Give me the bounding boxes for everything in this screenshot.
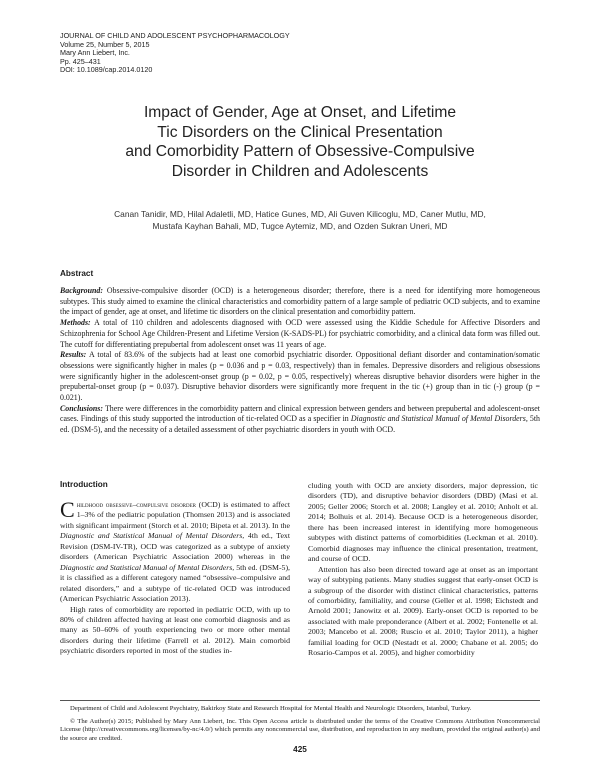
title-line: Disorder in Children and Adolescents: [171, 162, 429, 180]
intro-p1-italic-2: Diagnostic and Statistical Manual of Mental Disorders,: [60, 562, 235, 572]
title-line: Impact of Gender, Age at Onset, and Lifetime: [143, 104, 457, 121]
title-line: Tic Disorders on the Clinical Presentation: [157, 123, 443, 141]
author-line: Mustafa Kayhan Bahali, MD, Tugce Aytemiz, MD, and Ozden Sukran Uneri, MD: [152, 221, 448, 231]
conclusions-label: Conclusions:: [60, 403, 103, 413]
journal-doi: DOI: 10.1089/cap.2014.0120: [60, 65, 153, 75]
results-text: A total of 83.6% of the subjects had at least one comorbid psychiatric disorder. Oppositional defiant disorder and contamination/somatic obsessions were significantly higher in males (p = 0.036 and p = 0.03, respectively) than in females. Depressive disorders and religious obsessions were significantly higher in the adolescent-onset group (p = 0.02, p = 0.05, respectively) whereas disruptive behavior disorders were higher in the prepubertal-onset group (p = 0.037). Disruptive behavior disorders were significantly more frequent in the tic (+) group than in tic (-) group (p = 0.021).: [60, 350, 540, 403]
abstract-conclusions: [60, 404, 540, 436]
intro-p1-c: 5th ed. (DSM-5), it is classified as a different category named “obsessive–compulsive and related disorders,” and a subtype of tic-related OCD was introduced (American Psychiatric Association 2013).: [60, 562, 290, 604]
journal-pages: Pp. 425–431: [60, 56, 101, 66]
intro-p1-italic-1: Diagnostic and Statistical Manual of Mental Disorders,: [60, 531, 245, 541]
intro-smallcaps: hildhood obsessive–compulsive disorder: [76, 500, 197, 509]
right-paragraph-1: cluding youth with OCD are anxiety disorders, major depression, tic disorders (TD), and disruptive behavior disorders (DBD) (Masi et al. 2005; Geller 2006; Storch et al. 2008; Langley et al. 2010; Anholt et al. 2014; Bolhuis et al. 2014). Because OCD is a heterogeneous disorder, there has been increased interest in identifying more homogeneous subtypes with distinct patterns of comorbidities (Leckman et al. 2010). Comorbid diagnoses may influence the clinical presentation, treatment, and course of OCD.: [308, 481, 538, 564]
title-line: and Comorbidity Pattern of Obsessive-Compulsive: [125, 143, 475, 160]
journal-volume: Volume 25, Number 5, 2015: [60, 39, 150, 49]
conclusions-text-pre: There were differences in the comorbidity pattern and clinical expression between genders and between prepubertal and adolescent-onset cases. Findings of this study supported the introduction of tic-related OCD as a specifier in: [60, 403, 540, 424]
abstract: [60, 269, 540, 436]
author-list: [70, 208, 530, 232]
introduction-heading: Introduction: [60, 480, 108, 489]
intro-p1-a: (OCD) is estimated to affect 1–3% of the pediatric population (Thomsen 2013) and is associated with significant impairment (Storch et al. 2010; Bipeta et al. 2013). In the: [60, 500, 290, 530]
intro-paragraph-1: [60, 497, 290, 605]
abstract-results: [60, 350, 540, 404]
page-number: 425: [293, 745, 307, 754]
methods-label: Methods:: [60, 318, 91, 328]
article-title: [80, 103, 520, 181]
drop-cap: C: [60, 497, 75, 522]
abstract-background: [60, 286, 540, 318]
journal-name: JOURNAL OF CHILD AND ADOLESCENT PSYCHOPHARMACOLOGY: [60, 31, 290, 40]
intro-p1-b: 4th ed., Text Revision (DSM-IV-TR), OCD was categorized as a subtype of anxiety disorders (American Psychiatric Association 2000) whereas in the: [60, 531, 290, 562]
intro-paragraph-2: High rates of comorbidity are reported in pediatric OCD, with up to 80% of children affected having at least one comorbid diagnosis and as many as 50–60% of youth experiencing two or more other mental disorders during their lifetime (Farrell et al. 2012). Main comorbid psychiatric disorders reported in most of the studies in-: [60, 604, 290, 656]
background-text: Obsessive-compulsive disorder (OCD) is a heterogeneous disorder; therefore, there is a need for identifying more homogeneous subtypes. This study aimed to examine the clinical characteristics and comorbidity pattern of a large sample of pediatric OCD subjects, and to examine the impact of gender, age at onset, and lifetime tic disorders on the clinical presentation and comorbidity pattern.: [60, 286, 540, 317]
left-column: [60, 497, 290, 657]
abstract-methods: [60, 318, 540, 350]
journal-header: [60, 32, 290, 75]
license-footnote: © The Author(s) 2015; Published by Mary Ann Liebert, Inc. This Open Access article is distributed under the terms of the Creative Commons Attribution Noncommercial License (http://creativecommons.org/licenses/by-nc/4.0/) which permits any noncommercial use, distribution, and reproduction in any medium, provided the original author(s) and the source are credited.: [60, 718, 540, 742]
right-paragraph-2: Attention has also been directed toward age at onset as an important way of subtyping patients. Many studies suggest that early-onset OCD is a subgroup of the disorder with distinct clinical characteristics, patterns of comorbidity, familiality, and course (Geller et al. 1998; Eichstedt and Arnold 2001; Janowitz et al. 2009). Early-onset OCD is reported to be associated with male preponderance (Albert et al. 2002; Fontenelle et al. 2003; Mancebo et al. 2008; Ruscio et al. 2010; Taylor 2011), a higher familial loading for OCD (Nestadt et al. 2000; Chabane et al. 2005; do Rosario-Campos et al. 2005), and higher comorbidity: [308, 564, 538, 658]
conclusions-text-italic: Diagnostic and Statistical Manual of Mental Disorders,: [350, 414, 528, 424]
affiliation-footnote: Department of Child and Adolescent Psychiatry, Bakirkoy State and Research Hospital for Mental Health and Neurologic Disorders, Istanbul, Turkey.: [70, 705, 472, 712]
background-label: Background:: [60, 286, 103, 295]
abstract-heading: Abstract: [60, 269, 94, 278]
results-label: Results:: [60, 350, 87, 360]
footnote-divider: [60, 700, 540, 701]
journal-publisher: Mary Ann Liebert, Inc.: [60, 48, 130, 58]
right-column: [308, 481, 538, 659]
author-line: Canan Tanidir, MD, Hilal Adaletli, MD, Hatice Gunes, MD, Ali Guven Kilicoglu, MD, Caner Mutlu, MD,: [114, 209, 486, 219]
methods-text: A total of 110 children and adolescents diagnosed with OCD were assessed using the Kiddie Schedule for Affective Disorders and Schizophrenia for School Age Children-Present and Lifetime Version (K-SADS-PL) for psychiatric comorbidity, and a clinical data form was filled out. The cutoff for differentiating prepubertal from adolescent onset was 11 years of age.: [60, 318, 540, 349]
conclusions-text-post: 5th ed. (DSM-5), and the necessity of a detailed assessment of other psychiatric disorders in youth with OCD.: [60, 414, 540, 435]
